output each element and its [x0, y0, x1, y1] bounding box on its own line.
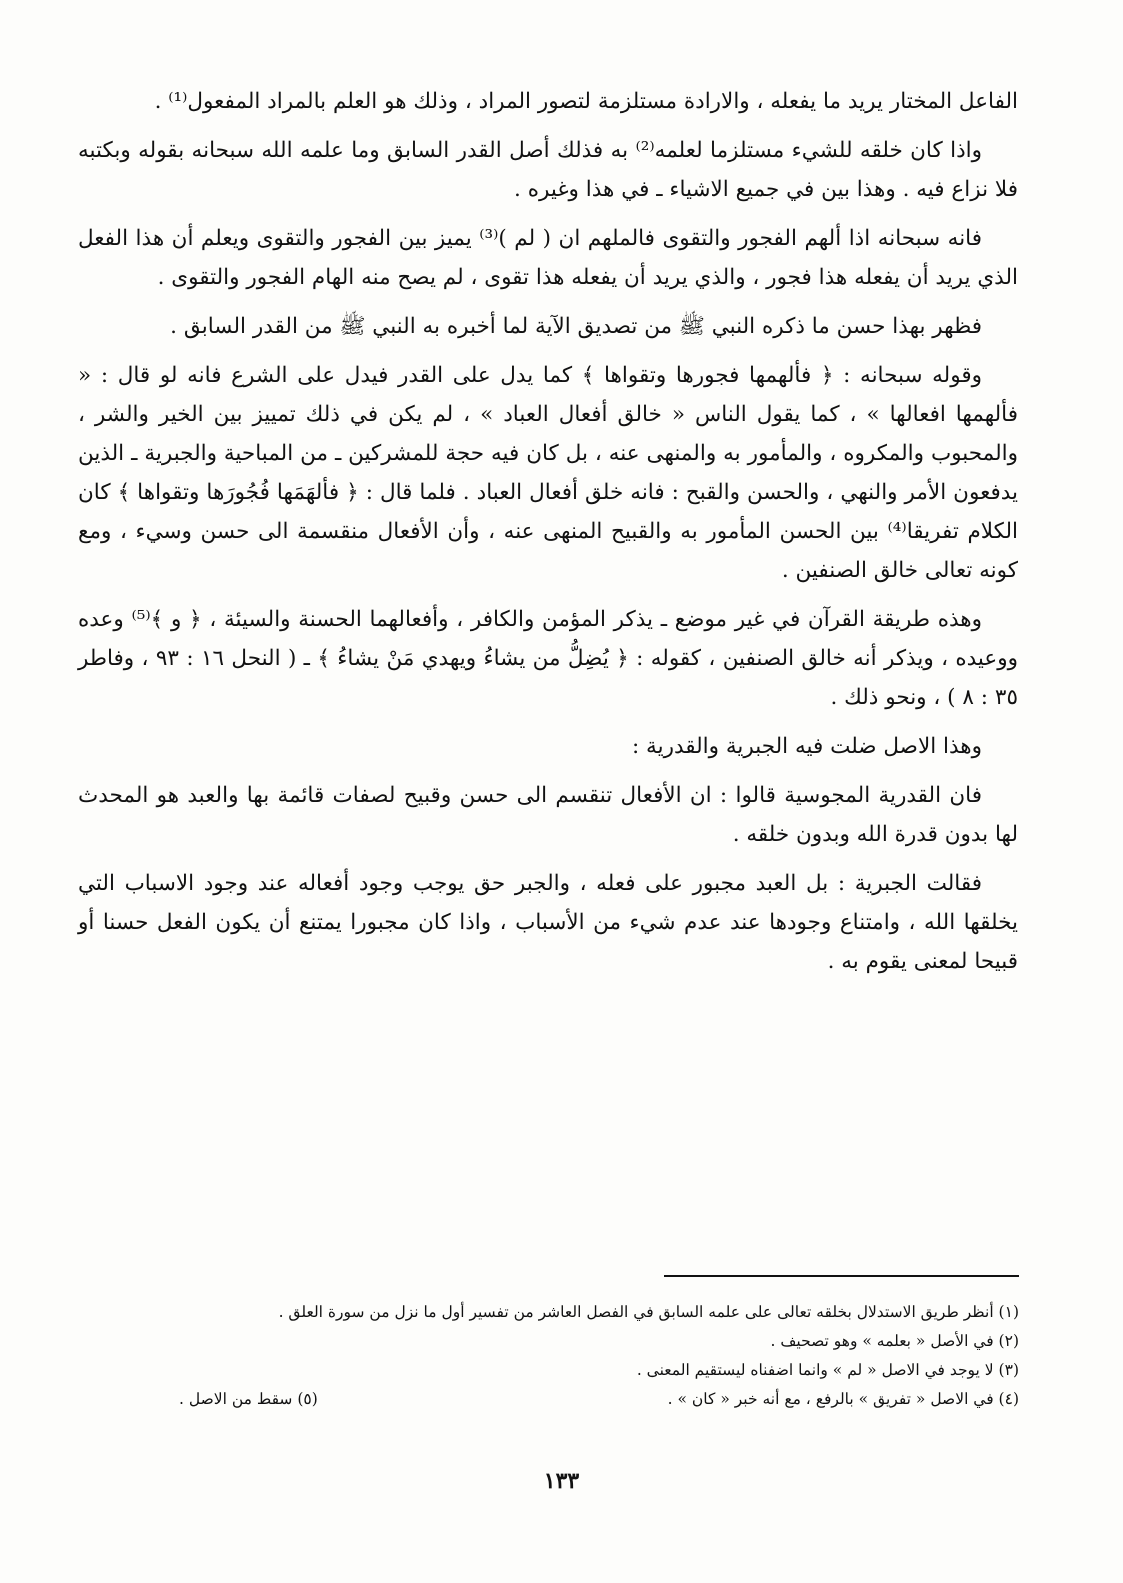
- paragraph-3: فانه سبحانه اذا ألهم الفجور والتقوى فالملهم ان ( لم )⁽³⁾ يميز بين الفجور والتقوى ويعلم أن هذا الفعل الذي يريد أن يفعله هذا فجور ، والذي يريد أن يفعله هذا تقوى ، لم يصح منه الهام الفجور والتقوى .: [78, 226, 1018, 290]
- paragraph-8: فان القدرية المجوسية قالوا : ان الأفعال تنقسم الى حسن وقبيح لصفات قائمة بها والعبد هو المحدث لها بدون قدرة الله وبدون خلقه .: [78, 783, 1018, 847]
- footnote-1: (١) أنظر طريق الاستدلال بخلقه تعالى على علمه السابق في الفصل العاشر من تفسير أول ما نزل من سورة العلق .: [278, 1303, 1019, 1321]
- paragraph-5: وقوله سبحانه : ﴿ فألهمها فجورها وتقواها ﴾ كما يدل على القدر فيدل على الشرع فانه لو قال : « فألهمها افعالها » ، كما يقول الناس « خالق أفعال العباد » ، لم يكن في ذلك تمييز بين الخير والشر ، والمحبوب والمكروه ، والمأمور به والمنهى عنه ، بل كان فيه حجة للمشركين ـ من المباحية والجبرية ـ الذين يدفعون الأمر والنهي ، والحسن والقبح : فانه خلق أفعال العباد . فلما قال : ﴿ فألهَمَها فُجُورَها وتقواها ﴾ كان الكلام تفريقا⁽⁴⁾ بين الحسن المأمور به والقبيح المنهى عنه ، وأن الأفعال منقسمة الى حسن وسيء ، ومع كونه تعالى خالق الصنفين .: [78, 363, 1018, 583]
- footnotes: [139, 1298, 1019, 1414]
- footnote-5: (٥) سقط من الاصل .: [179, 1390, 318, 1408]
- paragraph-9: فقالت الجبرية : بل العبد مجبور على فعله ، والجبر حق يوجب وجود أفعاله عند وجود الاسباب التي يخلقها الله ، وامتناع وجودها عند عدم شيء من الأسباب ، واذا كان مجبورا يمتنع أن يكون الفعل حسنا أو قبيحا لمعنى يقوم به .: [78, 871, 1018, 974]
- paragraph-2: واذا كان خلقه للشيء مستلزما لعلمه⁽²⁾ به فذلك أصل القدر السابق وما علمه الله سبحانه بقوله وبكتبه فلا نزاع فيه . وهذا بين في جميع الاشياء ـ في هذا وغيره .: [78, 138, 1018, 202]
- footnote-4: (٤) في الاصل « تفريق » بالرفع ، مع أنه خبر « كان » .: [667, 1390, 1019, 1408]
- paragraph-6: وهذه طريقة القرآن في غير موضع ـ يذكر المؤمن والكافر ، وأفعالهما الحسنة والسيئة ، ﴿ و ﴾⁽⁵⁾ وعده ووعيده ، ويذكر أنه خالق الصنفين ، كقوله : ﴿ يُضِلُّ من يشاءُ ويهدي مَنْ يشاءُ ﴾ ـ ( النحل ١٦ : ٩٣ ، وفاطر ٣٥ : ٨ ) ، ونحو ذلك .: [78, 607, 1019, 710]
- page-number: ١٣٣: [543, 1468, 580, 1494]
- paragraph-7: وهذا الاصل ضلت فيه الجبرية والقدرية :: [631, 734, 982, 759]
- footnote-divider: [664, 1275, 1019, 1277]
- paragraph-1: الفاعل المختار يريد ما يفعله ، والارادة مستلزمة لتصور المراد ، وذلك هو العلم بالمراد المفعول⁽¹⁾ .: [154, 89, 1018, 114]
- paragraph-4: فظهر بهذا حسن ما ذكره النبي ﷺ من تصديق الآية لما أخبره به النبي ﷺ من القدر السابق .: [170, 314, 982, 339]
- footnote-row: [139, 1385, 1019, 1414]
- footnote-3: (٣) لا يوجد في الاصل « لم » وانما اضفناه ليستقيم المعنى .: [636, 1361, 1019, 1379]
- main-text: [78, 82, 1018, 991]
- footnote-2: (٢) في الأصل « بعلمه » وهو تصحيف .: [770, 1332, 1019, 1350]
